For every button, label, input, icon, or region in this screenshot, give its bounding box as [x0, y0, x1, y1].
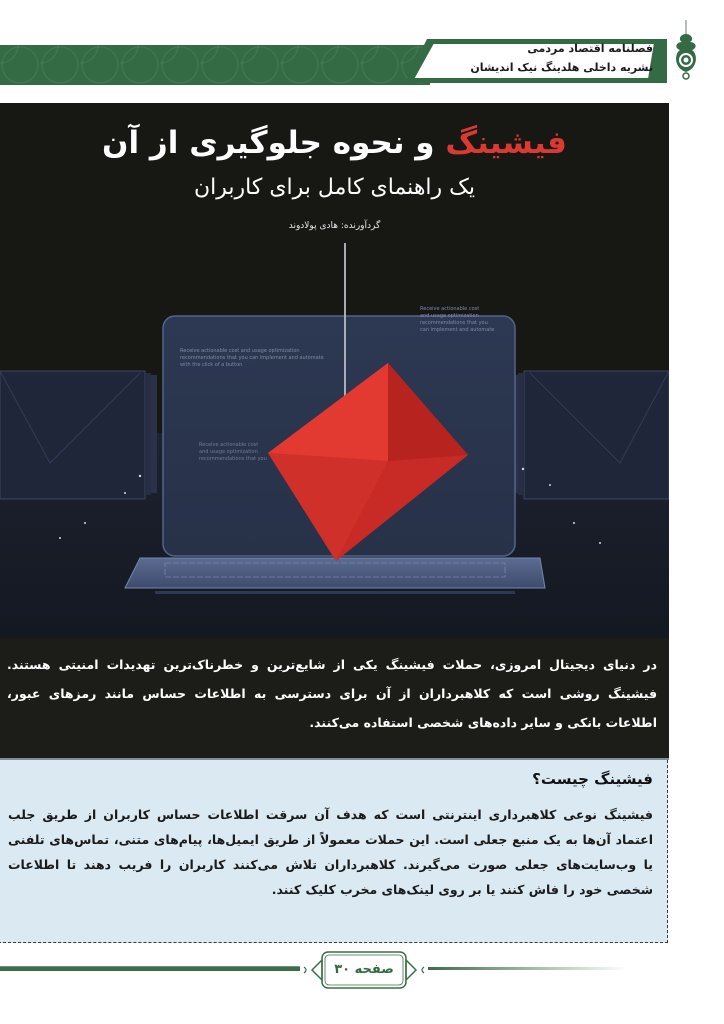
- footer-rule-left: [0, 966, 300, 971]
- section-heading: فیشینگ چیست؟: [532, 770, 653, 788]
- what-is-phishing-box: [0, 760, 668, 943]
- article-subtitle: یک راهنمای کامل برای کاربران: [194, 175, 475, 200]
- publication-title: فصلنامه اقتصاد مردمی: [527, 42, 653, 55]
- svg-text:and usage optimization: and usage optimization: [199, 449, 258, 455]
- footer-rule-right: [428, 967, 628, 970]
- title-rest: و نحوه جلوگیری از آن: [102, 125, 446, 161]
- svg-text:recommendations that you: recommendations that you: [199, 456, 267, 462]
- svg-text:Receive actionable cost: Receive actionable cost: [199, 442, 259, 448]
- page-number: صفحه ۳۰: [334, 962, 394, 977]
- header-text: [433, 39, 653, 77]
- svg-text:and usage optimization: and usage optimization: [420, 313, 479, 319]
- publication-header: [405, 35, 667, 83]
- hero-illustration: [0, 103, 669, 638]
- article-author: گردآورنده: هادی پولادوند: [288, 221, 381, 231]
- svg-text:with the click of a button: with the click of a button: [180, 362, 243, 368]
- article-title: [0, 125, 669, 161]
- intro-paragraph: در دنیای دیجیتال امروزی، حملات فیشینگ یکی از شایع‌ترین و خطرناک‌ترین تهدیدات امنیتی هستند. فیشینگ روشی است که کلاهبرداران از آن برای دسترسی به اطلاعات حساس مانند رمزهای عبور، اطلاعات بانکی و سایر داده‌های شخصی استفاده می‌کنند.: [7, 657, 657, 730]
- title-highlight: فیشینگ: [445, 125, 567, 161]
- svg-text:can implement and automate: can implement and automate: [420, 327, 495, 333]
- publication-subtitle: نشریه داخلی هلدینگ نیک اندیشان: [470, 61, 653, 74]
- ornamental-emblem-icon: [668, 20, 704, 92]
- svg-text:Receive actionable cost: Receive actionable cost: [420, 306, 480, 312]
- page-number-badge: [300, 950, 428, 990]
- svg-text:recommendations that you: recommendations that you: [420, 320, 488, 326]
- intro-panel: [0, 638, 669, 760]
- header-pattern-band: [0, 45, 430, 85]
- svg-text:Receive actionable cost and us: Receive actionable cost and usage optimization: [180, 348, 300, 354]
- svg-text:recommendations that you can i: recommendations that you can implement and automate: [180, 355, 324, 361]
- section-body: فیشینگ نوعی کلاهبرداری اینترنتی است که هدف آن سرقت اطلاعات حساس کاربران از طریق جلب اعتماد آن‌ها به یک منبع جعلی است. این حملات معمولاً از طریق ایمیل‌ها، پیام‌های متنی، تماس‌های تلفنی یا وب‌سایت‌های جعلی صورت می‌گیرند. کلاهبرداران تلاش می‌کنند کاربران را فریب دهند تا اطلاعات شخصی خود را فاش کنند یا بر روی لینک‌های مخرب کلیک کنند.: [8, 807, 653, 897]
